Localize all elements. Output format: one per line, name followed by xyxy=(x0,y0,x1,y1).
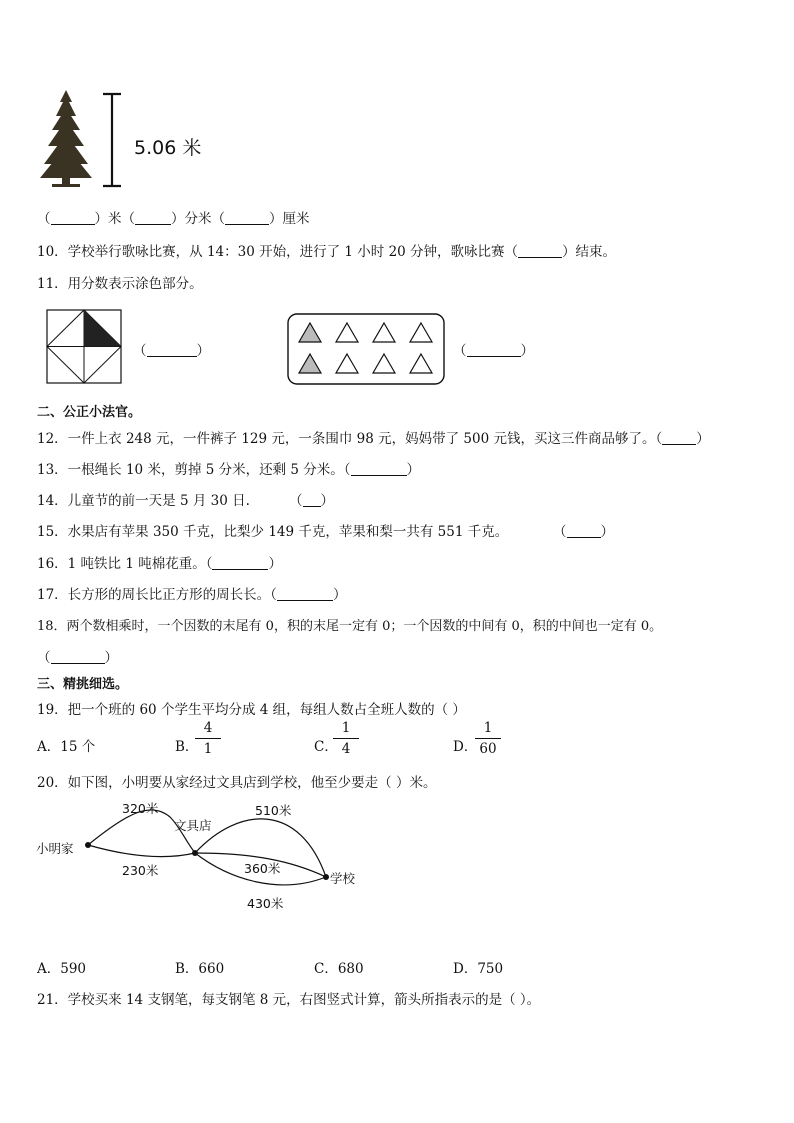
answer-blank[interactable] xyxy=(147,344,197,357)
question-19: 19．把一个班的 60 个学生平均分成 4 组，每组人数占全班人数的（ ） xyxy=(37,702,466,718)
option-d[interactable]: D． xyxy=(453,739,478,755)
fraction: 1 60 xyxy=(475,720,501,757)
question-16: 16．1 吨铁比 1 吨棉花重。（ ） xyxy=(37,556,282,572)
answer-blank[interactable] xyxy=(225,212,269,225)
answer-blank[interactable] xyxy=(277,588,333,601)
distance-label: 230米 xyxy=(122,863,159,878)
question-10: 10．学校举行歌咏比赛，从 14：30 开始，进行了 1 小时 20 分钟，歌咏比赛（ ）结束。 xyxy=(37,244,617,260)
answer-blank[interactable] xyxy=(303,494,321,507)
fraction: 1 4 xyxy=(333,720,359,757)
map-home-label: 小明家 xyxy=(36,841,74,856)
distance-label: 360米 xyxy=(244,861,281,876)
option-d[interactable]: D．750 xyxy=(453,961,504,977)
question-17: 17．长方形的周长比正方形的周长长。（ ） xyxy=(37,587,347,603)
q11-answer-1: （ ） xyxy=(133,343,210,359)
home-dot xyxy=(85,842,91,848)
answer-blank[interactable] xyxy=(467,344,521,357)
option-b[interactable]: B．660 xyxy=(175,961,225,977)
question-11: 11．用分数表示涂色部分。 xyxy=(37,276,203,292)
answer-blank[interactable] xyxy=(212,557,268,570)
answer-blank[interactable] xyxy=(135,212,171,225)
school-dot xyxy=(323,874,329,880)
distance-label: 430米 xyxy=(247,896,284,911)
answer-blank[interactable] xyxy=(567,525,601,538)
route-230 xyxy=(88,845,195,857)
shaded-square-figure xyxy=(46,309,124,385)
question-14: 14．儿童节的前一天是 5 月 30 日. （ ） xyxy=(37,493,334,509)
answer-blank[interactable] xyxy=(662,432,696,445)
height-label: 5.06 米 xyxy=(134,137,202,159)
option-a[interactable]: A．590 xyxy=(37,961,87,977)
distance-label: 510米 xyxy=(255,803,292,818)
q9-answer-line: （ ）米（ ）分米（ ）厘米 xyxy=(37,211,310,227)
store-dot xyxy=(192,850,198,856)
q11-answer-2: （ ） xyxy=(453,343,534,359)
fraction: 4 1 xyxy=(195,720,221,757)
triangles-figure xyxy=(286,312,446,387)
tree-icon xyxy=(40,90,92,187)
section-title: 二、公正小法官。 xyxy=(37,405,142,420)
height-bar-icon xyxy=(103,94,121,186)
map-store-label: 文具店 xyxy=(174,818,212,833)
question-15: 15．水果店有苹果 350 千克，比梨少 149 千克，苹果和梨一共有 551 千克。 （ ） xyxy=(37,524,614,540)
question-13: 13．一根绳长 10 米，剪掉 5 分米，还剩 5 分米。（ ） xyxy=(37,462,421,478)
answer-blank[interactable] xyxy=(51,212,95,225)
option-b[interactable]: B． xyxy=(175,739,199,755)
answer-blank[interactable] xyxy=(351,463,407,476)
question-21: 21．学校买来 14 支钢笔，每支钢笔 8 元，右图竖式计算，箭头所指表示的是（ ）。 xyxy=(37,992,541,1008)
question-12: 12．一件上衣 248 元，一件裤子 129 元，一条围巾 98 元，妈妈带了 500 元钱，买这三件商品够了。（ ） xyxy=(37,431,710,447)
question-18: 18．两个数相乘时，一个因数的末尾有 0，积的末尾一定有 0；一个因数的中间有 0，积的中间也一定有 0。 xyxy=(37,619,663,634)
answer-blank[interactable] xyxy=(51,651,105,664)
section-title: 三、精挑细选。 xyxy=(37,677,129,692)
option-a[interactable]: A．15 个 xyxy=(37,739,96,755)
option-c[interactable]: C．680 xyxy=(314,961,364,977)
question-20: 20．如下图，小明要从家经过文具店到学校，他至少要走（ ）米。 xyxy=(37,775,437,791)
answer-blank[interactable] xyxy=(518,245,562,258)
route-map xyxy=(30,795,380,915)
distance-label: 320米 xyxy=(122,801,159,816)
option-c[interactable]: C． xyxy=(314,739,338,755)
map-school-label: 学校 xyxy=(330,871,356,886)
q18-answer: （ ） xyxy=(37,650,118,666)
